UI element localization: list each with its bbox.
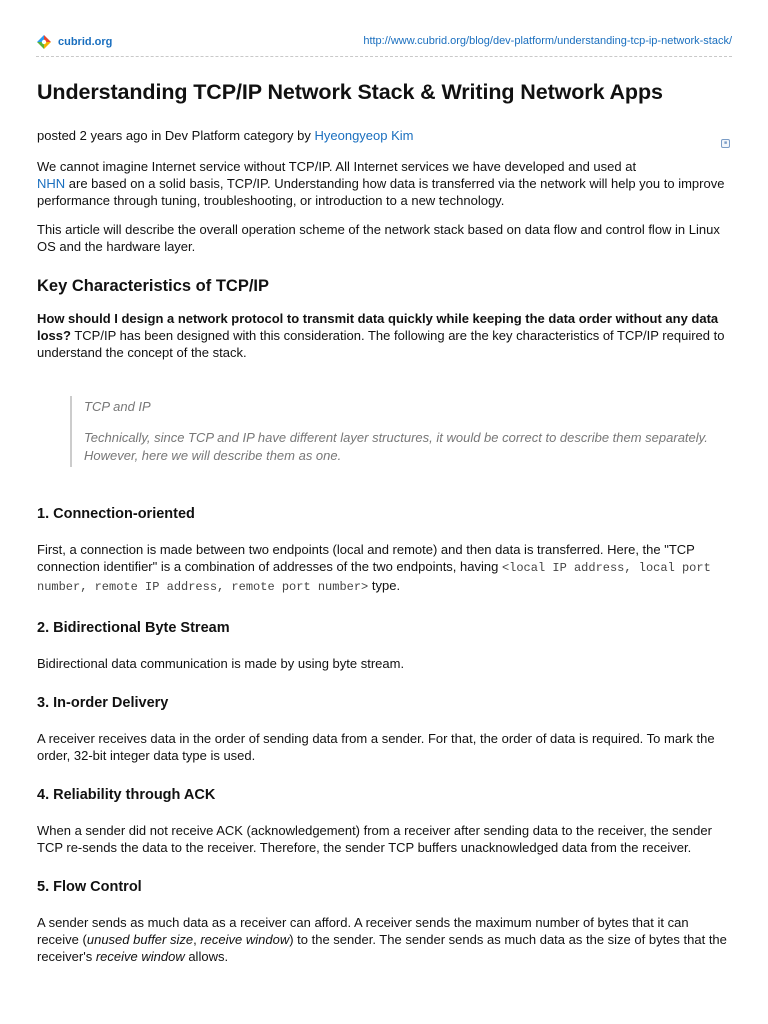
section-text: A receiver receives data in the order of sending data from a sender. For that, the order of data is required. To mark the order, 32-bit integer data type is used.	[37, 731, 715, 763]
site-logo[interactable]	[36, 34, 112, 50]
key-lead-question: How should I design a network protocol to transmit data quickly while keeping the data order without any data loss?	[37, 311, 719, 343]
flow-emphasis-1: unused buffer size	[86, 932, 194, 947]
key-lead-paragraph	[37, 310, 734, 361]
meta-prefix: posted 2 years ago in Dev Platform category by	[37, 128, 315, 143]
article-meta	[37, 127, 734, 145]
cubrid-logo-icon	[36, 34, 52, 50]
blockquote	[70, 396, 734, 467]
bookmark-icon[interactable]: ■	[721, 139, 730, 148]
top-bar	[36, 34, 732, 57]
section-heading: 2. Bidirectional Byte Stream	[37, 620, 230, 636]
intro1-before: We cannot imagine Internet service without TCP/IP. All Internet services we have developed and used at	[37, 159, 637, 174]
section-heading: 3. In-order Delivery	[37, 695, 169, 711]
section-text: When a sender did not receive ACK (acknowledgement) from a receiver after sending data to the receiver, the sender TCP re-sends the data to the receiver. Therefore, the sender TCP buffers unacknowledged data from the receiver.	[37, 823, 712, 855]
section-text	[37, 914, 734, 965]
article-title: Understanding TCP/IP Network Stack & Writing Network Apps	[37, 80, 663, 104]
section-heading: 4. Reliability through ACK	[37, 787, 216, 803]
intro1-after: are based on a solid basis, TCP/IP. Understanding how data is transferred via the network will help you to improve performance through tuning, troubleshooting, or introduction to a new technology.	[37, 176, 725, 208]
flow-text-1: A sender sends as much data as a receiver can afford. A receiver sends the maximum number of bytes that it can receive (	[37, 915, 689, 947]
site-name: cubrid.org	[58, 36, 113, 48]
section-heading: 5. Flow Control	[37, 879, 142, 895]
key-characteristics-heading: Key Characteristics of TCP/IP	[37, 277, 269, 295]
section-text-after: type.	[368, 578, 401, 593]
article	[37, 78, 734, 965]
flow-emphasis-2: receive window	[200, 932, 290, 947]
section-text	[37, 541, 734, 596]
flow-emphasis-3: receive window	[95, 949, 185, 964]
connection-identifier-code: <local IP address, local port number, remote IP address, remote port number>	[37, 561, 711, 594]
section-flow-control	[37, 877, 734, 965]
nhn-link[interactable]: NHN	[37, 176, 66, 191]
page-url-link[interactable]: http://www.cubrid.org/blog/dev-platform/understanding-tcp-ip-network-stack/	[363, 35, 732, 47]
section-text: Bidirectional data communication is made by using byte stream.	[37, 656, 405, 671]
intro-paragraph-2: This article will describe the overall operation scheme of the network stack based on data flow and control flow in Linux OS and the hardware layer.	[37, 222, 720, 254]
author-link[interactable]: Hyeongyeop Kim	[314, 128, 414, 143]
flow-text-3: ) to the sender. The sender sends as much data as the size of bytes that the receiver's	[37, 932, 727, 964]
quote-body: Technically, since TCP and IP have different layer structures, it would be correct to describe them separately. However, here we will describe them as one.	[84, 430, 708, 463]
section-byte-stream	[37, 618, 734, 672]
intro-paragraph-1	[37, 158, 734, 209]
section-in-order-delivery	[37, 693, 734, 764]
section-reliability-ack	[37, 785, 734, 856]
section-text-before: First, a connection is made between two endpoints (local and remote) and then data is transferred. Here, the "TCP connection identifier" is a combination of addresses of the two endpoints, having	[37, 542, 695, 574]
section-heading: 1. Connection-oriented	[37, 506, 195, 522]
flow-text-4: allows.	[184, 949, 229, 964]
section-connection-oriented	[37, 504, 734, 596]
flow-text-2: ,	[193, 932, 201, 947]
quote-title: TCP and IP	[84, 399, 151, 414]
key-lead-rest: TCP/IP has been designed with this consideration. The following are the key characteristics of TCP/IP required to understand the concept of the stack.	[37, 328, 725, 360]
